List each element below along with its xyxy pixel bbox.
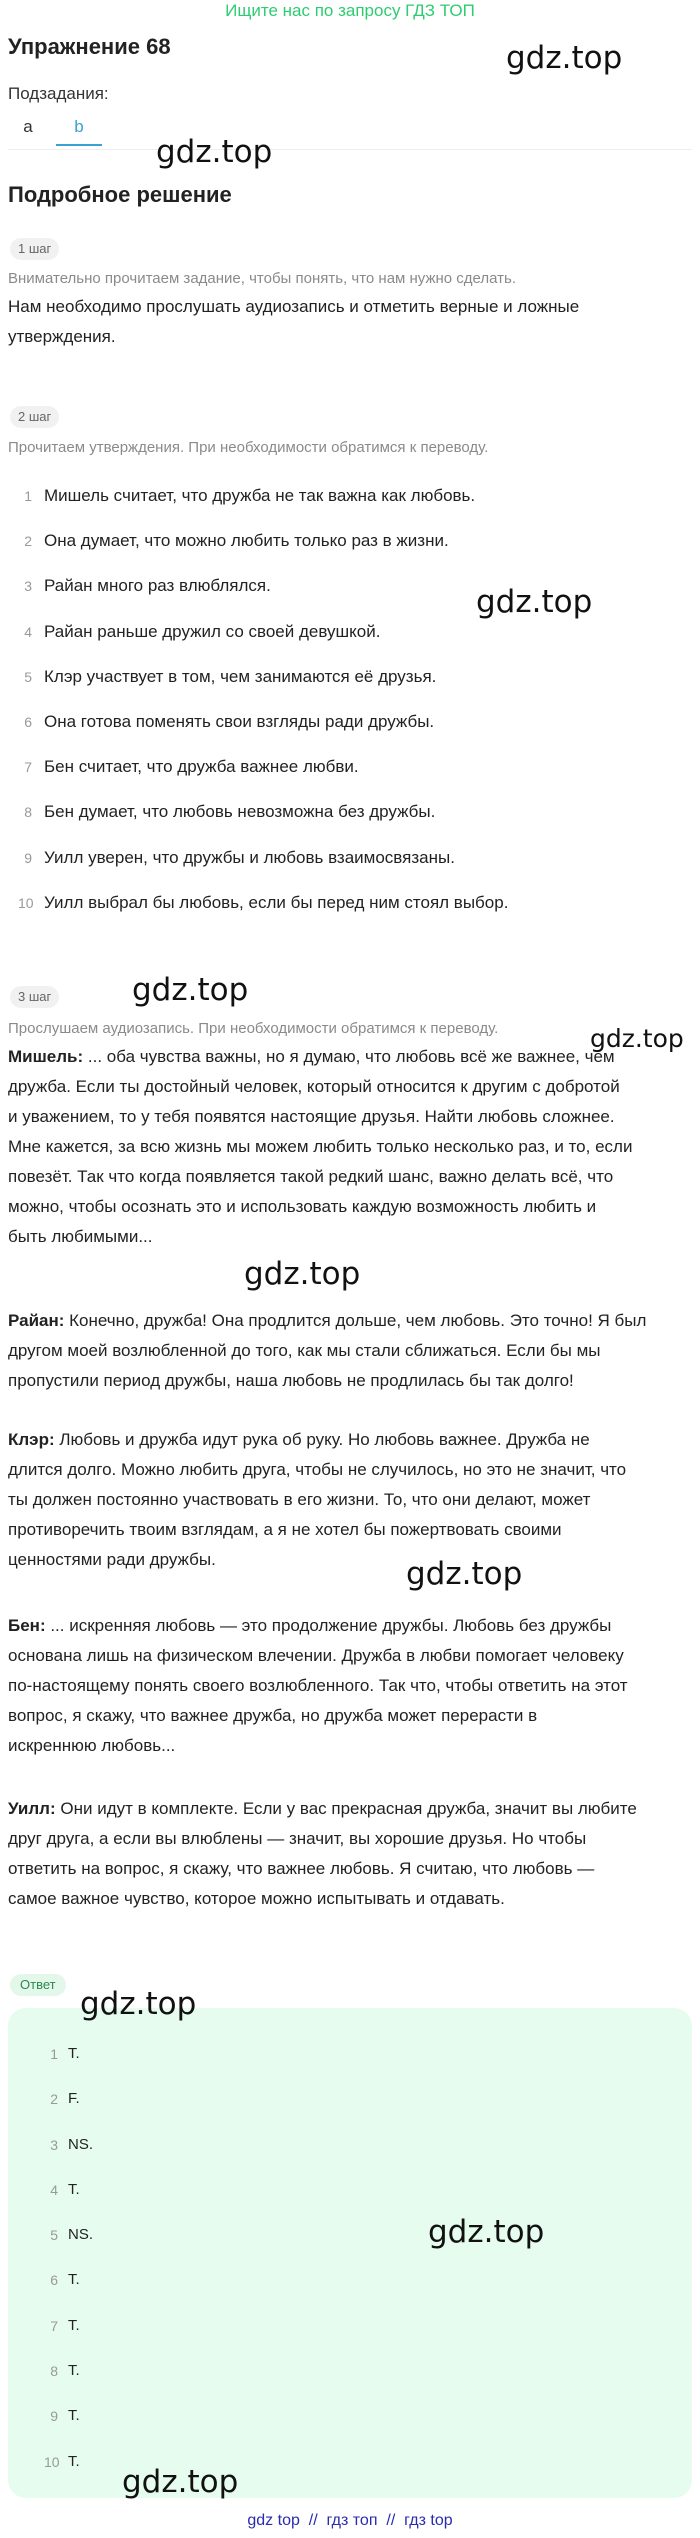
step-hint: Прочитаем утверждения. При необходимости обратимся к переводу. xyxy=(8,439,489,456)
watermark: gdz.top xyxy=(80,1986,197,2022)
item-number: 5 xyxy=(24,668,32,685)
item-number: 5 xyxy=(50,2227,58,2244)
answer-value: NS. xyxy=(68,2135,94,2153)
answer-value: T. xyxy=(68,2316,80,2334)
answer-item xyxy=(44,2268,444,2313)
text-line: основана лишь на физическом влечении. Дружба в любви помогает человеку xyxy=(8,1646,624,1665)
item-text: Она думает, что можно любить только раз в жизни. xyxy=(44,531,449,551)
text-line: противоречить твоим взглядам, а я не хотел бы пожертвовать своими xyxy=(8,1520,562,1539)
answer-value: F. xyxy=(68,2090,80,2108)
list-item xyxy=(8,800,688,845)
list-item xyxy=(8,665,688,710)
list-item xyxy=(8,846,688,891)
item-text: Уилл выбрал бы любовь, если бы перед ним стоял выбор. xyxy=(44,892,509,912)
item-text: Она готова поменять свои взгляды ради дружбы. xyxy=(44,711,435,731)
answer-item xyxy=(44,2359,444,2404)
answer-list xyxy=(44,2042,444,2495)
item-number: 7 xyxy=(24,759,32,776)
text-line: дружба. Если ты достойный человек, который относится к другим с добротой xyxy=(8,1077,620,1096)
answer-value: T. xyxy=(68,2362,80,2380)
watermark: gdz.top xyxy=(406,1556,523,1592)
item-number: 2 xyxy=(24,533,32,550)
watermark: gdz.top xyxy=(476,584,593,620)
item-number: 1 xyxy=(50,2046,58,2062)
text-line xyxy=(8,1611,688,1641)
quote-text: Конечно, дружба! Она продлится дольше, чем любовь. Это точно! Я был xyxy=(64,1311,647,1330)
will-quote xyxy=(8,1794,688,1914)
watermark: gdz.top xyxy=(506,40,623,76)
watermark: gdz.top xyxy=(132,972,249,1008)
answer-value: T. xyxy=(68,2271,80,2289)
tab-b[interactable]: b xyxy=(56,116,102,146)
watermark: gdz.top xyxy=(156,134,273,170)
item-number: 1 xyxy=(24,488,32,504)
list-item xyxy=(8,620,688,665)
answer-value: T. xyxy=(68,2407,80,2425)
answer-value: T. xyxy=(68,2180,80,2198)
list-item xyxy=(8,529,688,574)
speaker-name: Бен: xyxy=(8,1616,46,1635)
answer-value: T. xyxy=(68,2045,80,2062)
text-line: быть любимыми... xyxy=(8,1227,153,1246)
section-title: Подробное решение xyxy=(8,182,232,207)
answer-item xyxy=(44,2178,444,2223)
item-number: 10 xyxy=(44,2453,60,2470)
text-line: самое важное чувство, которое можно испытывать и отдавать. xyxy=(8,1889,505,1908)
quote-text: ... оба чувства важны, но я думаю, что любовь всё же важнее, чем xyxy=(83,1047,615,1066)
item-number: 3 xyxy=(50,2136,58,2153)
text-line: повезёт. Так что когда появляется такой редкий шанс, важно делать всё, что xyxy=(8,1167,614,1186)
item-text: Бен считает, что дружба важнее любви. xyxy=(44,757,359,777)
item-text: Клэр участвует в том, чем занимаются её друзья. xyxy=(44,666,437,686)
text-line: утверждения. xyxy=(8,327,116,346)
item-number: 6 xyxy=(50,2272,58,2289)
item-number: 3 xyxy=(24,578,32,595)
item-number: 10 xyxy=(18,894,34,911)
answer-item xyxy=(44,2223,444,2268)
text-line: по-настоящему понять своего возлюбленного. Так что, чтобы ответить на этот xyxy=(8,1676,628,1695)
search-banner: Ищите нас по запросу ГДЗ ТОП xyxy=(225,1,475,20)
item-number: 4 xyxy=(50,2181,58,2198)
claire-quote xyxy=(8,1425,688,1575)
quote-text: ... искренняя любовь — это продолжение дружбы. Любовь без дружбы xyxy=(45,1616,612,1635)
answer-item xyxy=(44,2450,444,2495)
watermark: gdz.top xyxy=(122,2464,239,2500)
answer-badge: Ответ xyxy=(10,1974,66,1996)
answer-item xyxy=(44,2314,444,2359)
item-text: Мишель считает, что дружба не так важна как любовь. xyxy=(44,486,476,505)
list-item xyxy=(8,755,688,800)
text-line: пропустили период дружбы, наша любовь не продлилась бы так долго! xyxy=(8,1371,574,1390)
text-line: друг друга, а если вы влюблены — значит, вы хорошие друзья. Но чтобы xyxy=(8,1829,587,1848)
watermark: gdz.top xyxy=(428,2214,545,2250)
answer-item xyxy=(44,2404,444,2449)
item-text: Райан много раз влюблялся. xyxy=(44,576,271,596)
footer-links[interactable]: gdz top // гдз топ // гдз top xyxy=(247,2512,453,2529)
watermark: gdz.top xyxy=(244,1256,361,1292)
page-title: Упражнение 68 xyxy=(8,34,171,59)
step-hint: Прослушаем аудиозапись. При необходимости обратимся к переводу. xyxy=(8,1020,499,1037)
answer-value: T. xyxy=(68,2452,80,2470)
step-badge: 2 шаг xyxy=(10,406,59,428)
answer-item xyxy=(44,2133,444,2178)
step-badge: 1 шаг xyxy=(10,238,59,260)
item-number: 8 xyxy=(50,2363,58,2380)
text-line: ценностями ради дружбы. xyxy=(8,1550,216,1569)
item-number: 9 xyxy=(50,2408,58,2425)
speaker-name: Мишель: xyxy=(8,1047,84,1066)
text-line xyxy=(8,1794,688,1824)
text-line: ответить на вопрос, я скажу, что важнее любовь. Я считаю, что любовь — xyxy=(8,1859,595,1878)
answer-item xyxy=(44,2042,444,2087)
item-number: 2 xyxy=(50,2091,58,2108)
item-number: 8 xyxy=(24,804,32,821)
text-line: Нам необходимо прослушать аудиозапись и отметить верные и ложные xyxy=(8,297,580,316)
quote-text: Любовь и дружба идут рука об руку. Но любовь важнее. Дружба не xyxy=(54,1430,590,1449)
list-item xyxy=(8,484,688,529)
text-line xyxy=(8,1306,688,1336)
text-line: искреннюю любовь... xyxy=(8,1736,176,1755)
text-line: можно, чтобы осознать это и использовать каждую возможность любить и xyxy=(8,1197,597,1216)
item-number: 4 xyxy=(24,623,32,640)
list-item xyxy=(8,710,688,755)
item-text: Бен думает, что любовь невозможна без дружбы. xyxy=(44,802,436,822)
watermark: gdz.top xyxy=(590,1024,684,1053)
item-number: 6 xyxy=(24,713,32,730)
text-line xyxy=(8,1425,688,1455)
answer-item xyxy=(44,2087,444,2132)
speaker-name: Клэр: xyxy=(8,1430,55,1449)
step-badge: 3 шаг xyxy=(10,986,59,1008)
step-hint: Внимательно прочитаем задание, чтобы понять, что нам нужно сделать. xyxy=(8,270,517,287)
item-number: 7 xyxy=(50,2317,58,2334)
item-text: Уилл уверен, что дружбы и любовь взаимосвязаны. xyxy=(44,847,455,867)
text-line xyxy=(8,1042,688,1072)
speaker-name: Уилл: xyxy=(8,1799,56,1818)
item-number: 9 xyxy=(24,849,32,866)
list-item xyxy=(8,891,688,936)
ryan-quote xyxy=(8,1306,688,1396)
text-line: Мне кажется, за всю жизнь мы можем любить только несколько раз, и то, если xyxy=(8,1137,633,1156)
ben-quote xyxy=(8,1611,688,1761)
tab-a[interactable]: a xyxy=(23,117,33,136)
subtask-tabs xyxy=(8,110,692,150)
text-line: и уважением, то у тебя появятся настоящие друзья. Найти любовь сложнее. xyxy=(8,1107,615,1126)
text-line: ты должен постоянно участвовать в его жизни. То, что они делают, может xyxy=(8,1490,591,1509)
item-text: Райан раньше дружил со своей девушкой. xyxy=(44,621,381,641)
answer-value: NS. xyxy=(68,2226,94,2244)
speaker-name: Райан: xyxy=(8,1311,65,1330)
quote-text: Они идут в комплекте. Если у вас прекрасная дружба, значит вы любите xyxy=(55,1799,637,1818)
step1-text xyxy=(8,292,688,352)
text-line: вопрос, я скажу, что важнее дружба, но дружба может перерасти в xyxy=(8,1706,538,1725)
text-line: длится долго. Можно любить друга, чтобы не случилось, но это не значит, что xyxy=(8,1460,627,1479)
statements-list xyxy=(8,484,688,936)
michelle-quote xyxy=(8,1042,688,1252)
subtasks-label: Подзадания: xyxy=(8,84,109,103)
text-line: другом моей возлюбленной до того, как мы стали сближаться. Если бы мы xyxy=(8,1341,601,1360)
